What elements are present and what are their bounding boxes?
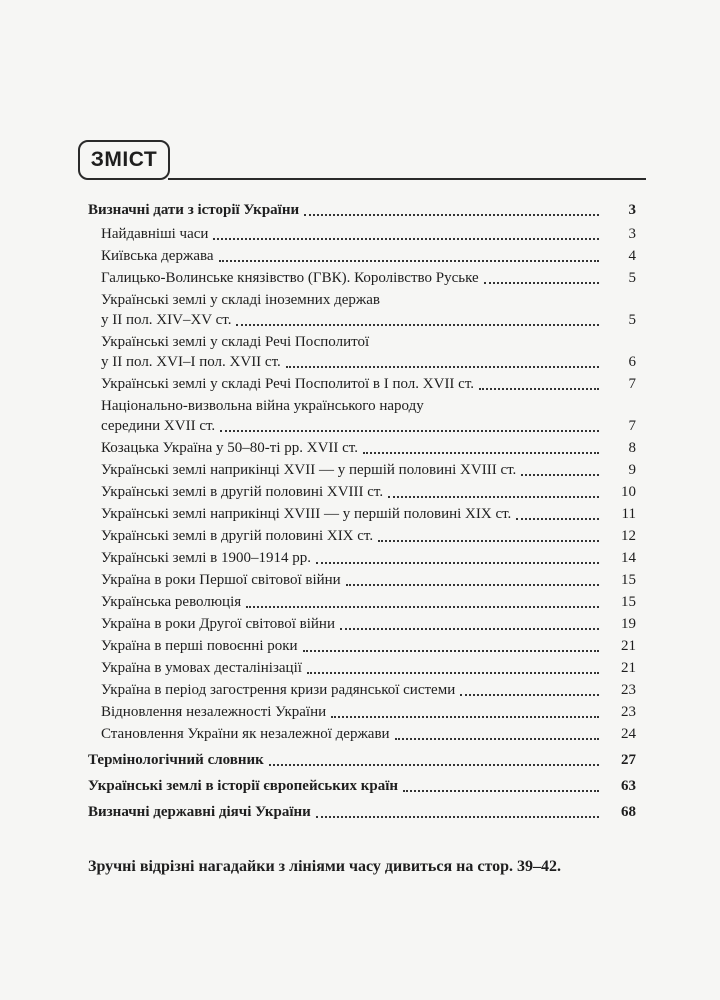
toc-page-number: 21: [621, 638, 636, 654]
dot-leader: [340, 628, 599, 630]
toc-entry-title: у ІІ пол. XVI–І пол. XVII ст.: [101, 354, 281, 370]
dot-leader: [316, 816, 599, 818]
dot-leader: [236, 324, 599, 326]
toc-entry-title-line: Українські землі у складі Речі Посполитої: [101, 334, 370, 350]
dot-leader: [388, 496, 599, 498]
toc-entry[interactable]: [88, 504, 636, 524]
toc-entry-title: Українські землі в другій половині XVIII ст.: [101, 484, 384, 500]
dot-leader: [403, 790, 599, 792]
dot-leader: [484, 282, 599, 284]
toc-main-entry[interactable]: [88, 200, 636, 220]
toc-entry-title-line: Національно-визвольна війна українського народу: [101, 398, 424, 414]
toc-page-number: 15: [621, 572, 636, 588]
toc-entry-title: Українська революція: [101, 594, 242, 610]
toc-page-number: 19: [621, 616, 636, 632]
toc-entry[interactable]: [88, 592, 636, 612]
toc-page-number: 7: [628, 418, 636, 434]
toc-entry-title: Українські землі в історії європейських країн: [88, 778, 399, 794]
toc-page-number: 9: [628, 462, 636, 478]
toc-page-number: 23: [621, 682, 636, 698]
toc-entry-title: Українські землі в 1900–1914 рр.: [101, 550, 311, 566]
toc-entry-title: Україна в період загострення кризи радянської системи: [101, 682, 456, 698]
toc-entry[interactable]: [88, 374, 636, 394]
toc-entry-title: Визначні державні діячі України: [88, 804, 311, 820]
footnote: Зручні відрізні нагадайки з лініями часу дивиться на стор. 39–42.: [88, 858, 561, 875]
toc-entry-last-line: [88, 352, 636, 372]
toc-entry[interactable]: [88, 636, 636, 656]
dot-leader: [220, 430, 599, 432]
toc-page-number: 7: [628, 376, 636, 392]
toc-page-number: 68: [621, 804, 636, 820]
dot-leader: [304, 214, 599, 216]
dot-leader: [316, 562, 599, 564]
dot-leader: [213, 238, 599, 240]
toc-page-number: 5: [628, 270, 636, 286]
toc-entry-title: Україна в перші повоєнні роки: [101, 638, 298, 654]
toc-entry-title: середини XVII ст.: [101, 418, 216, 434]
dot-leader: [303, 650, 599, 652]
toc-page-number: 4: [628, 248, 636, 264]
toc-page-number: 14: [621, 550, 636, 566]
dot-leader: [346, 584, 599, 586]
toc-page-number: 10: [621, 484, 636, 500]
toc-page-number: 6: [628, 354, 636, 370]
table-of-contents: [88, 200, 636, 822]
dot-leader: [516, 518, 599, 520]
toc-entry[interactable]: [88, 548, 636, 568]
toc-page-number: 23: [621, 704, 636, 720]
dot-leader: [286, 366, 599, 368]
dot-leader: [307, 672, 599, 674]
toc-entry-last-line: [88, 310, 636, 330]
toc-main-entry[interactable]: [88, 802, 636, 822]
dot-leader: [331, 716, 599, 718]
toc-entry[interactable]: [88, 224, 636, 244]
toc-entry-title: Україна в роки Першої світової війни: [101, 572, 341, 588]
toc-entry-title: Козацька Україна у 50–80-ті рр. XVII ст.: [101, 440, 358, 456]
toc-entry-title: Визначні дати з історії України: [88, 202, 300, 218]
toc-entry-title: Найдавніші часи: [101, 226, 209, 242]
dot-leader: [246, 606, 599, 608]
dot-leader: [479, 388, 599, 390]
toc-entry-multiline[interactable]: [88, 396, 636, 436]
toc-entry-title: Відновлення незалежності України: [101, 704, 327, 720]
toc-entry[interactable]: [88, 614, 636, 634]
toc-page-number: 27: [621, 752, 636, 768]
dot-leader: [395, 738, 599, 740]
page-title: ЗМІСТ: [90, 148, 158, 171]
toc-entry-title: Українські землі наприкінці XVIII — у першій половині XIX ст.: [101, 506, 512, 522]
contents-header: [78, 140, 646, 184]
toc-entry[interactable]: [88, 438, 636, 458]
dot-leader: [363, 452, 599, 454]
toc-entry-title: Термінологічний словник: [88, 752, 264, 768]
toc-entry-title: Становлення України як незалежної держави: [101, 726, 390, 742]
toc-page-number: 8: [628, 440, 636, 456]
toc-main-entry[interactable]: [88, 750, 636, 770]
toc-entry[interactable]: [88, 460, 636, 480]
toc-entry[interactable]: [88, 482, 636, 502]
dot-leader: [269, 764, 599, 766]
toc-entry-title-line: Українські землі у складі іноземних держав: [101, 292, 380, 308]
toc-entry-title: у ІІ пол. XIV–XV ст.: [101, 312, 232, 328]
toc-entry-multiline[interactable]: [88, 332, 636, 372]
toc-entry-title: Київська держава: [101, 248, 214, 264]
toc-page-number: 5: [628, 312, 636, 328]
toc-page-number: 11: [621, 506, 636, 522]
toc-entry[interactable]: [88, 246, 636, 266]
dot-leader: [521, 474, 599, 476]
toc-entry-title: Україна в роки Другої світової війни: [101, 616, 335, 632]
toc-entry-title: Галицько-Волинське князівство (ГВК). Королівство Руське: [101, 270, 479, 286]
toc-entry-multiline[interactable]: [88, 290, 636, 330]
toc-page-number: 3: [628, 202, 636, 218]
dot-leader: [219, 260, 599, 262]
toc-entry-title: Українські землі наприкінці XVII — у першій половині XVIII ст.: [101, 462, 517, 478]
toc-entry[interactable]: [88, 680, 636, 700]
dot-leader: [378, 540, 599, 542]
heading-rule: [168, 178, 646, 180]
toc-entry[interactable]: [88, 526, 636, 546]
toc-page-number: 24: [621, 726, 636, 742]
toc-page-number: 15: [621, 594, 636, 610]
toc-entry[interactable]: [88, 702, 636, 722]
toc-page-number: 21: [621, 660, 636, 676]
toc-entry[interactable]: [88, 658, 636, 678]
dot-leader: [460, 694, 599, 696]
toc-entry-title: Україна в умовах десталінізації: [101, 660, 302, 676]
toc-entry-title: Українські землі у складі Речі Посполитої в І пол. XVII ст.: [101, 376, 475, 392]
toc-page-number: 12: [621, 528, 636, 544]
toc-entry[interactable]: [88, 570, 636, 590]
toc-page-number: 63: [621, 778, 636, 794]
toc-entry-title: Українські землі в другій половині XIX ст.: [101, 528, 374, 544]
toc-entry[interactable]: [88, 724, 636, 744]
toc-main-entry[interactable]: [88, 776, 636, 796]
toc-page-number: 3: [628, 226, 636, 242]
toc-entry[interactable]: [88, 268, 636, 288]
toc-entry-last-line: [88, 416, 636, 436]
